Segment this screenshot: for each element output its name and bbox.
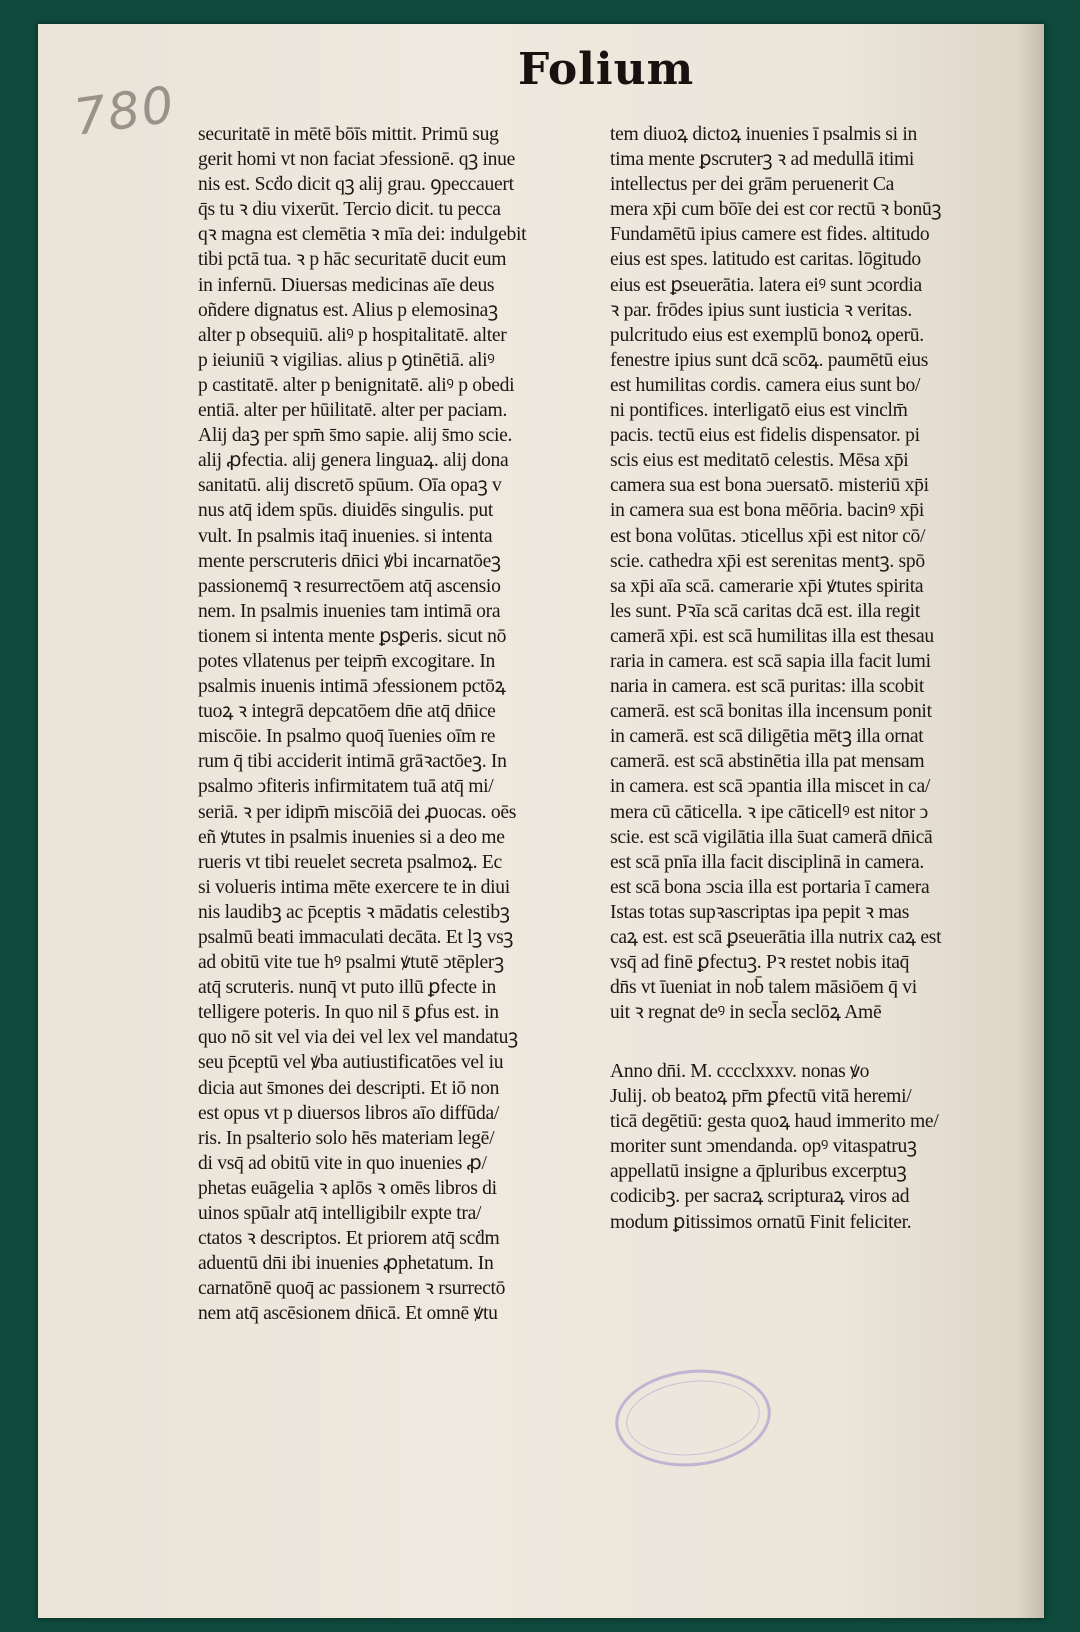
text-line: p ieiuniū ꝛ vigilias. alius p ꝯtinētiā. aliꝰ [198, 349, 495, 371]
text-line: nis est. Scḋo dicit qꝫ alij grau. ꝯpeccauert [198, 174, 514, 196]
text-line: les sunt. Pꝛīa scā caritas dcā est. illa regit [610, 600, 920, 622]
colophon-line: Julij. ob beatoꝝ pr̄m ꝑfectū vitā heremi/ [610, 1086, 912, 1108]
text-line: in infernū. Diuersas medicinas aīe deus [198, 274, 495, 296]
text-line: Alij daꝫ per spm̄ s̄mo sapie. alij s̄mo scie. [198, 425, 513, 447]
text-line: est scā bona ↄscia illa est portaria ī camera [610, 876, 930, 898]
text-line: Istas totas supꝛascriptas ipa pepit ꝛ mas [610, 901, 910, 923]
text-line: sa xp̄i aīa scā. camerarie xp̄i ꝟtutes spirita [610, 575, 924, 597]
text-line: in camera sua est bona mēōria. bacinꝰ xp̄i [610, 500, 925, 522]
text-line: nem. In psalmis inuenies tam intimā ora [198, 600, 501, 622]
text-line: eñ ꝟtutes in psalmis inuenies si a deo me [198, 826, 505, 848]
text-line: in camera. est scā ↄpantia illa miscet in ca/ [610, 776, 930, 798]
text-line: q̄s tu ꝛ diu vixerūt. Tercio dicit. tu pecca [198, 199, 501, 221]
text-line: dicia aut s̄mones dei descripti. Et iō non [198, 1077, 500, 1099]
colophon-line: moriter sunt ↄmendanda. opꝰ vitaspatruꝫ [610, 1136, 917, 1158]
text-line: caꝝ est. est scā ꝑseuerātia illa nutrix caꝝ est [610, 927, 942, 948]
text-line: tima mente ꝑscruterꝫ ꝛ ad medullā itimi [610, 149, 915, 171]
text-line: oñdere dignatus est. Alius p elemosinaꝫ [198, 299, 498, 321]
text-line: mente perscruteris dn̄ici ꝟbi incarnatōeꝫ [198, 550, 501, 572]
colophon-line: Anno dn̄i. M. cccclxxxv. nonas ꝟo [610, 1061, 870, 1082]
text-line: rueris vt tibi reuelet secreta psalmoꝝ. Ec [198, 851, 502, 873]
text-line: est bona volūtas. ↄticellus xp̄i est nitor cō/ [610, 525, 926, 547]
text-line: pulcritudo eius est exemplū bonoꝝ operū. [610, 324, 924, 346]
text-line: entiā. alter per hūilitatē. alter per paciam. [198, 400, 508, 422]
page-heading: Folium [518, 44, 695, 95]
text-line: psalmis inuenis intimā ↄfessionem pctōꝝ [198, 676, 506, 698]
text-line: camerā xp̄i. est scā humilitas illa est thesau [610, 625, 934, 647]
text-line: Fundamētū ipius camere est fides. altitudo [610, 224, 930, 246]
text-line: aduentū dn̄i ibi inuenies ꝓphetatum. In [198, 1253, 494, 1275]
text-line: ꝛ par. frōdes ipius sunt iusticia ꝛ veritas. [610, 299, 912, 321]
text-line: securitatē in mētē bōīs mittit. Primū sug [198, 124, 499, 145]
text-line: si volueris intima mēte exercere te in diui [198, 876, 510, 898]
text-line: nus atq̄ idem spūs. diuidēs singulis. put [198, 500, 493, 522]
text-line: sanitatū. alij discretō spūum. Oīa opaꝫ v [198, 475, 502, 497]
text-line: intellectus per dei grām peruenerit Ca [610, 174, 895, 196]
text-line: ad obitū vite tue hꝰ psalmi ꝟtutē ↄtēplerꝫ [198, 952, 504, 974]
text-line: vult. In psalmis itaq̄ inuenies. si intenta [198, 525, 493, 547]
text-line: telligere poteris. In quo nil s̄ ꝑfus est. in [198, 1002, 499, 1024]
colophon-line: modum ꝑitissimos ornatū Finit feliciter. [610, 1211, 912, 1233]
colophon-line: ticā degētiū: gesta quoꝝ haud immerito me/ [610, 1111, 939, 1133]
page-edge-shadow [1018, 24, 1044, 1618]
text-line: camera sua est bona ↄuersatō. misteriū xp̄i [610, 475, 929, 497]
text-line: nis laudibꝫ ac p̄ceptis ꝛ mādatis celestibꝫ [198, 901, 510, 923]
text-line: uinos spūalr atq̄ intelligibilr expte tra/ [198, 1203, 482, 1225]
text-line: ctatos ꝛ descriptos. Et priorem atq̄ scḋm [198, 1228, 500, 1250]
text-line: potes vllatenus per teipm̄ excogitare. In [198, 650, 496, 672]
book-page [38, 24, 1044, 1618]
text-line: scie. est scā vigilātia illa s̄uat camerā dn̄icā [610, 826, 933, 848]
text-line: uit ꝛ regnat deꝰ in secl̄a seclōꝝ Amē [610, 1002, 882, 1024]
text-line: miscōie. In psalmo quoq̄ īuenies oīm re [198, 726, 496, 748]
library-stamp [610, 1362, 775, 1474]
colophon-line: codicibꝫ. per sacraꝝ scripturaꝝ viros ad [610, 1186, 910, 1208]
text-line: di vsq̄ ad obitū vite in quo inuenies ꝓ/ [198, 1152, 487, 1174]
text-line: scis eius est meditatō celestis. Mēsa xp̄i [610, 450, 909, 472]
text-line: est humilitas cordis. camera eius sunt bo/ [610, 374, 921, 396]
text-line: fenestre ipius sunt dcā scōꝝ. paumētū eius [610, 349, 929, 371]
text-line: carnatōnē quoq̄ ac passionem ꝛ rsurrectō [198, 1278, 506, 1300]
text-line: qꝛ magna est clemētia ꝛ mīa dei: indulgebit [198, 224, 527, 246]
text-line: seu p̄ceptū vel ꝟba autiustificatōes vel iu [198, 1052, 504, 1074]
text-line: psalmū beati immaculati decāta. Et lꝫ vsꝫ [198, 927, 514, 948]
text-line: tibi pctā tua. ꝛ p hāc securitatē ducit eum [198, 249, 507, 271]
text-line: eius est spes. latitudo est caritas. lōgitudo [610, 249, 921, 271]
text-line: mera xp̄i cum bōīe dei est cor rectū ꝛ bonūꝫ [610, 199, 942, 221]
text-line: gerit homi vt non faciat ↄfessionē. qꝫ inue [198, 149, 516, 171]
library-stamp-ring [622, 1374, 763, 1462]
text-line: passionemq̄ ꝛ resurrectōem atq̄ ascensio [198, 575, 501, 597]
text-line: ris. In psalterio solo hēs materiam legē/ [198, 1127, 495, 1149]
text-line: camerā. est scā bonitas illa incensum ponit [610, 701, 932, 723]
text-line: est scā pnīa illa facit disciplinā in camera. [610, 851, 925, 873]
text-line: scie. cathedra xp̄i est serenitas mentꝫ. spō [610, 550, 925, 572]
text-line: alter p obsequiū. aliꝰ p hospitalitatē. alter [198, 324, 507, 346]
text-line: ni pontifices. interligatō eius est vinclm̄ [610, 400, 908, 422]
text-line: atq̄ scruteris. nunq̄ vt puto illū ꝑfecte in [198, 977, 497, 999]
text-line: p castitatē. alter p benignitatē. aliꝰ p obedi [198, 374, 515, 396]
text-line: eius est ꝑseuerātia. latera eiꝰ sunt ↄcordia [610, 274, 922, 296]
margin-note: 780 [70, 75, 179, 147]
text-line: raria in camera. est scā sapia illa facit lumi [610, 650, 931, 672]
left-text-column [198, 122, 578, 1327]
text-line: alij ꝓfectia. alij genera linguaꝝ. alij dona [198, 450, 509, 472]
text-line: tionem si intenta mente ꝑsꝑeris. sicut nō [198, 625, 507, 647]
text-line: rum q̄ tibi acciderit intimā grāꝛactōeꝫ. In [198, 751, 507, 773]
text-line: seriā. ꝛ per idipm̄ miscōiā dei ꝓuocas. oēs [198, 801, 517, 823]
colophon [610, 1059, 1000, 1235]
text-line: tuoꝝ ꝛ integrā depcatōem dn̄e atq̄ dn̄ice [198, 701, 496, 723]
text-line: in camerā. est scā diligētia mētꝫ illa ornat [610, 726, 924, 748]
text-line: quo nō sit vel via dei vel lex vel mandatuꝫ [198, 1027, 518, 1049]
text-line: pacis. tectū eius est fidelis dispensator. pi [610, 425, 920, 447]
right-text-column [610, 122, 1000, 1025]
text-line: mera cū cāticella. ꝛ ipe cāticellꝰ est nitor ↄ [610, 801, 928, 823]
text-line: est opus vt p diuersos libros aīo diffūda/ [198, 1102, 500, 1124]
text-line: dn̄s vt īueniat in nob̄ talem māsiōem q̄ vi [610, 977, 917, 999]
text-line: phetas euāgelia ꝛ aplōs ꝛ omēs libros di [198, 1177, 497, 1199]
text-line: vsq̄ ad finē ꝑfectuꝫ. Pꝛ restet nobis itaq̄ [610, 952, 910, 974]
text-line: nem atq̄ ascēsionem dn̄icā. Et omnē ꝟtu [198, 1303, 498, 1325]
colophon-line: appellatū insigne a q̄pluribus excerptuꝫ [610, 1161, 907, 1183]
text-line: psalmo ↄfiteris infirmitatem tuā atq̄ mi/ [198, 776, 494, 798]
text-line: naria in camera. est scā puritas: illa scobit [610, 676, 925, 698]
text-line: tem diuoꝝ dictoꝝ inuenies ī psalmis si in [610, 124, 917, 145]
text-line: camerā. est scā abstinētia illa pat mensam [610, 751, 925, 773]
